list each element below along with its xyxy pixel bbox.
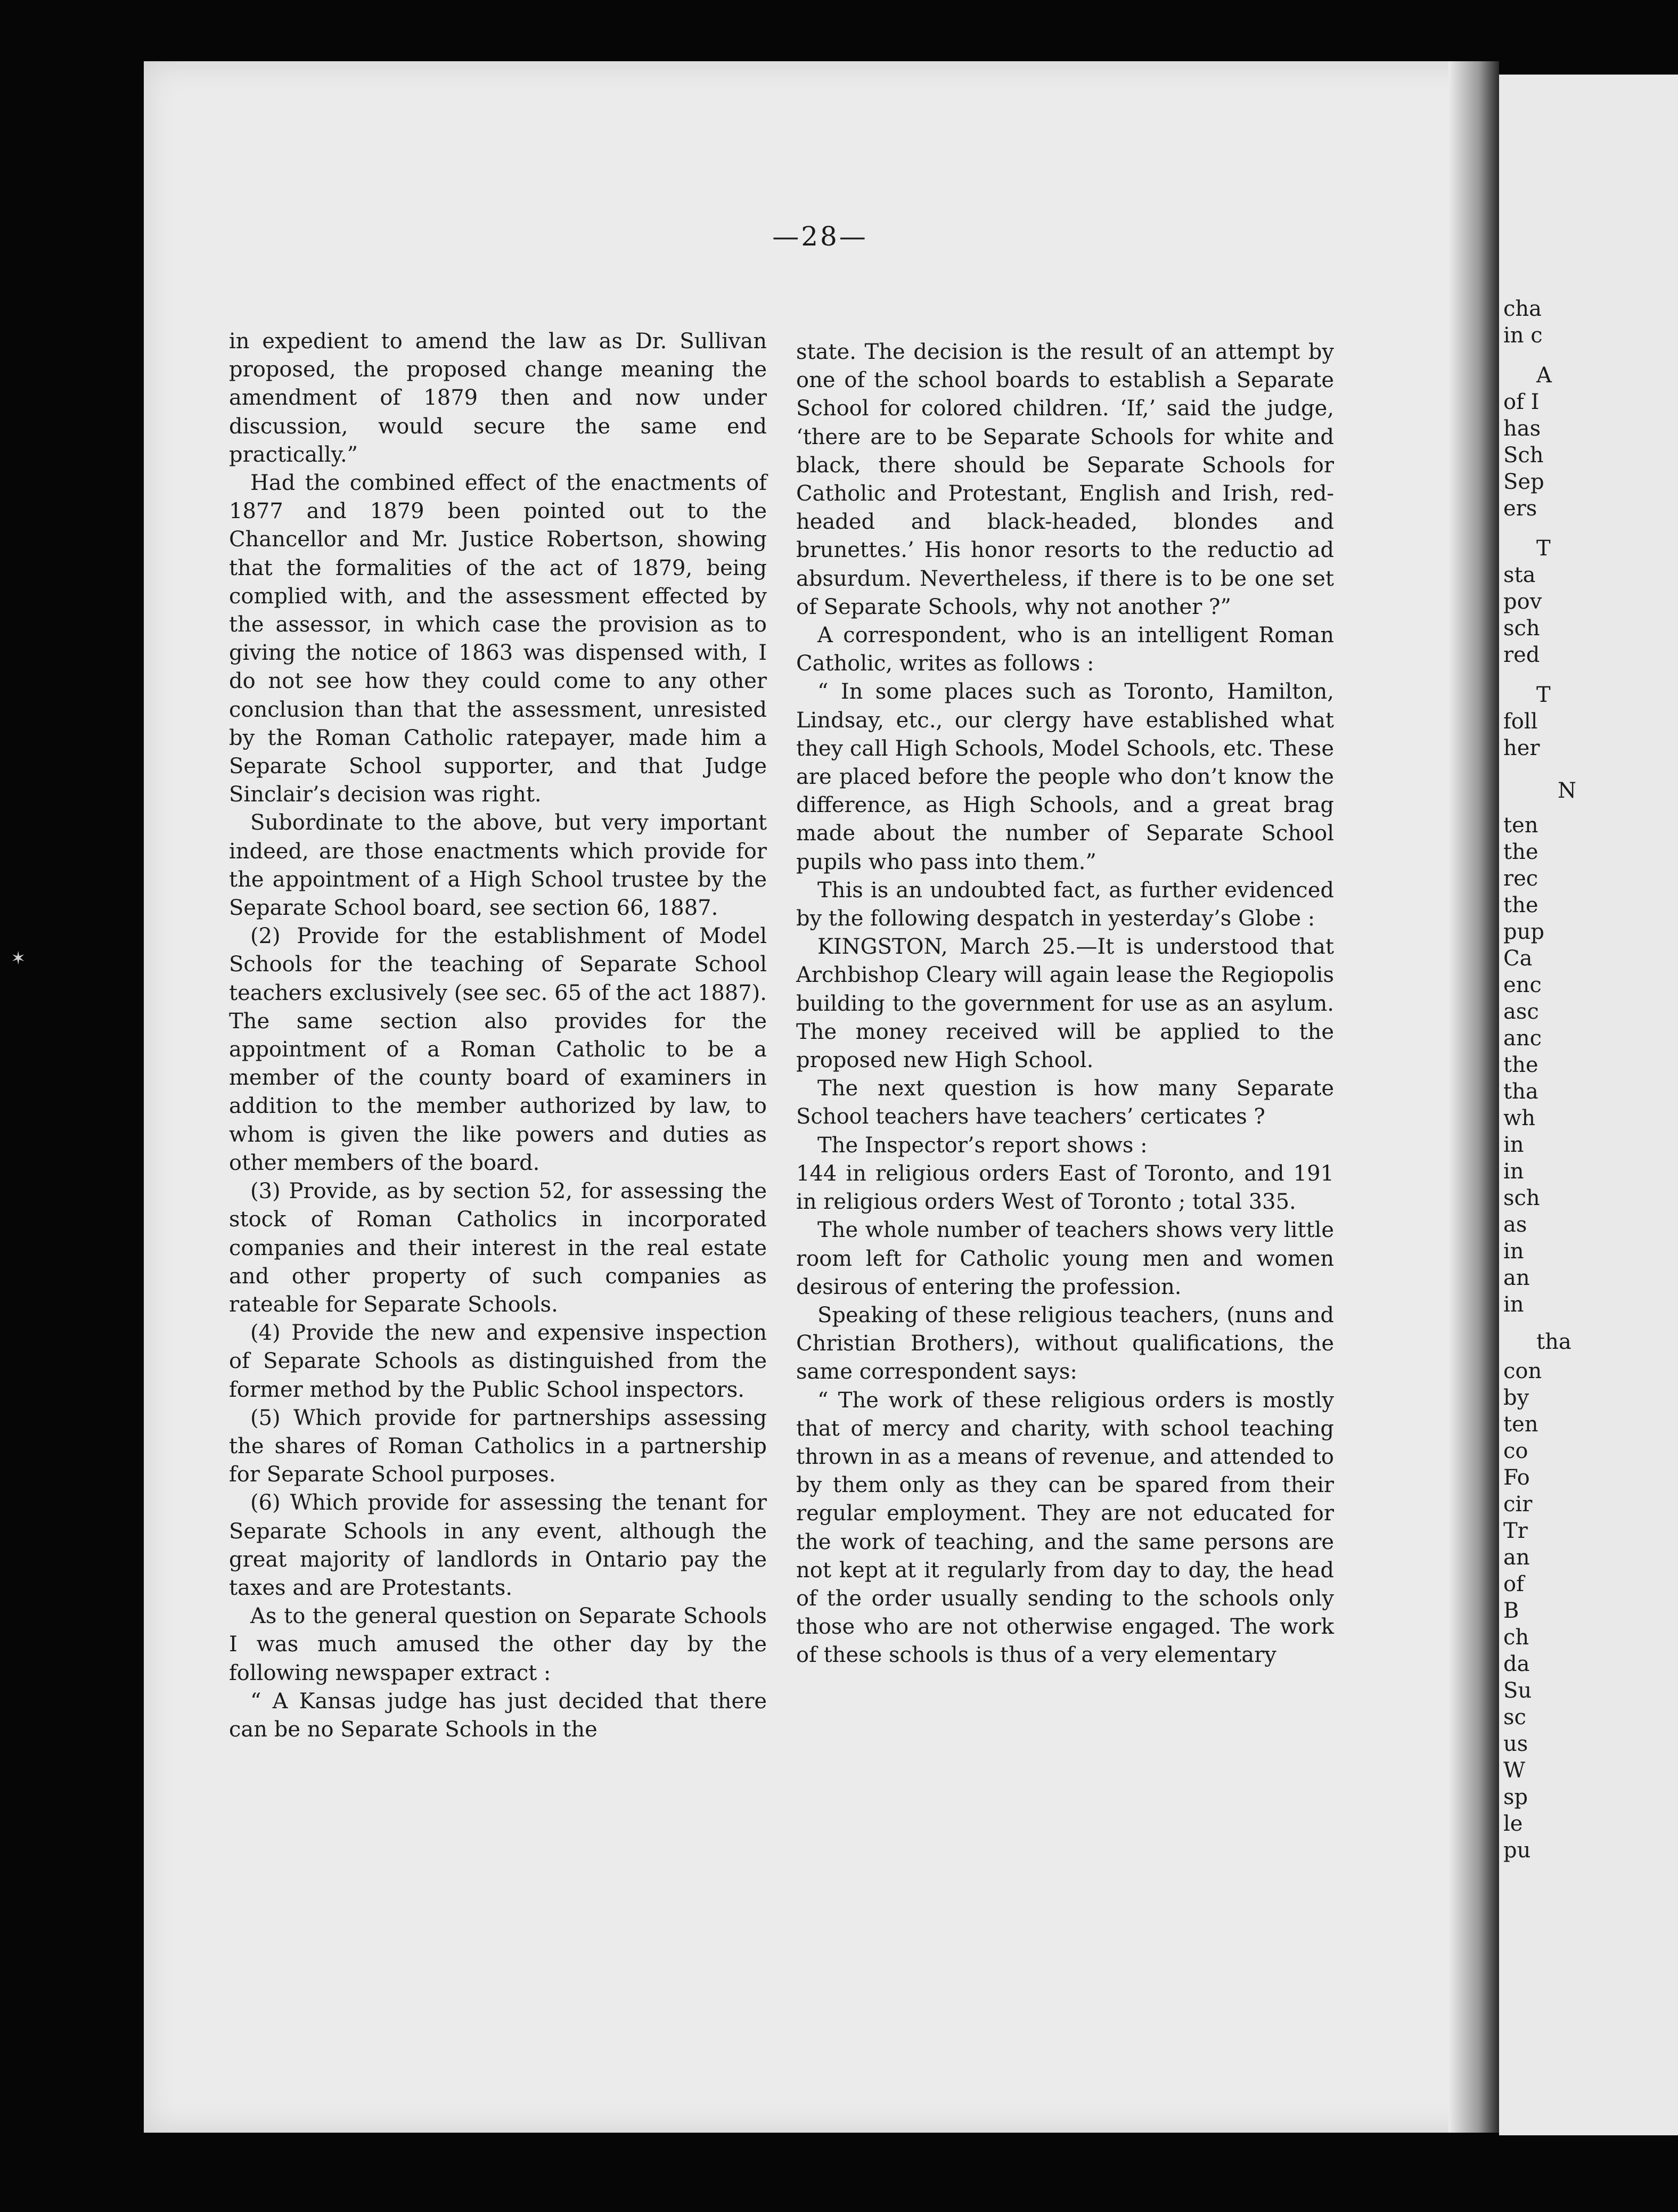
paragraph: The Inspector’s report shows : [817,1133,1148,1158]
facing-page-text-fragment: foll [1503,709,1538,734]
paragraph: (3) Provide, as by section 52, for assessing the stock of Roman Catholics in incorporated companies and their interest in the real estate and other property of such companies as rateable for Separate Schools. [229,1179,767,1317]
paragraph: Speaking of these religious teachers, (nuns and Christian Brothers), without qualifications, the same correspondent says: [796,1302,1334,1384]
facing-page-text-fragment: Ca [1503,946,1533,971]
paragraph: (4) Provide the new and expensive inspection of Separate Schools as distinguished from the former method by the Public School inspectors. [229,1321,767,1402]
facing-page-text-fragment: wh [1503,1106,1535,1130]
facing-page-text-fragment: pov [1503,589,1542,614]
facing-page-text-fragment: cha [1503,297,1542,321]
facing-page [1499,75,1678,2135]
facing-page-text-fragment: cir [1503,1492,1533,1517]
facing-page-text-fragment: N [1558,779,1576,803]
paragraph: “ In some places such as Toronto, Hamilton, Lindsay, etc., our clergy have established what they call High Schools, Model Schools, etc. These are placed before the people who don’t know the difference, as High Schools, and a great brag made about the number of Separate School pupils who pass into them.” [796,679,1334,874]
paragraph: “ The work of these religious orders is mostly that of mercy and charity, with school teaching thrown in as a means of revenue, and attended to by them only as they can be spared from their regular employment. They are not educated for the work of teaching, and the same persons are not kept at it regularly from day to day, the head of the order usually sending to the schools only those who are not otherwise engaged. The work of these schools is thus of a very elementary [796,1388,1334,1668]
facing-page-text-fragment: T [1536,683,1551,707]
paragraph: 144 in religious orders East of Toronto, and 191 in religious orders West of Toronto ; total 335. [796,1161,1334,1215]
scan-speck-icon: ✶ [11,948,26,969]
scanned-page [144,61,1496,2133]
facing-page-text-fragment: in c [1503,323,1543,348]
facing-page-text-fragment: sc [1503,1705,1526,1730]
paragraph: This is an undoubted fact, as further evidenced by the following despatch in yesterday’s Globe : [796,878,1334,931]
facing-page-text-fragment: the [1503,840,1538,864]
facing-page-text-fragment: as [1503,1212,1527,1237]
facing-page-text-fragment: an [1503,1545,1530,1570]
paragraph: “ A Kansas judge has just decided that there can be no Separate Schools in the [229,1689,767,1742]
right-column [796,338,1334,1670]
facing-page-text-fragment: tha [1536,1330,1571,1354]
facing-page-text-fragment: asc [1503,1000,1539,1024]
facing-page-text-fragment: sta [1503,563,1536,587]
paragraph: (5) Which provide for partnerships assessing the shares of Roman Catholics in a partnership for Separate School purposes. [229,1405,767,1487]
left-column [229,327,767,1744]
paragraph: in expedient to amend the law as Dr. Sullivan proposed, the proposed change meaning the amendment of 1879 then and now under discussion, would secure the same end practically.” [229,329,767,467]
facing-page-text-fragment: A [1536,363,1552,388]
facing-page-text-fragment: by [1503,1386,1529,1410]
facing-page-text-fragment: in [1503,1133,1524,1157]
paragraph: (2) Provide for the establishment of Model Schools for the teaching of Separate School teachers exclusively (see sec. 65 of the act 1887). The same section also provides for the appointment of a Roman Catholic to be a member of the county board of examiners in addition to the member authorized by law, to whom is given the like powers and duties as other members of the board. [229,924,767,1175]
facing-page-text-fragment: rec [1503,866,1538,891]
facing-page-text-fragment: Su [1503,1678,1532,1703]
facing-page-text-fragment: pu [1503,1838,1531,1863]
paragraph: Subordinate to the above, but very important indeed, are those enactments which provide for the appointment of a High School trustee by the Separate School board, see section 66, 1887. [229,810,767,921]
facing-page-text-fragment: Sch [1503,443,1544,468]
facing-page-text-fragment: ten [1503,813,1538,838]
facing-page-text-fragment: ch [1503,1625,1529,1650]
facing-page-text-fragment: tha [1503,1079,1538,1104]
paragraph: The next question is how many Separate School teachers have teachers’ certicates ? [796,1076,1334,1129]
facing-page-text-fragment: sch [1503,616,1540,641]
facing-page-text-fragment: an [1503,1266,1530,1290]
facing-page-text-fragment: has [1503,416,1541,441]
facing-page-text-fragment: of [1503,1572,1524,1596]
paragraph: state. The decision is the result of an attempt by one of the school boards to establish a Separate School for colored children. ‘If,’ said the judge, ‘there are to be Separate Schools for white and black, there should be Separate Schools for Catholic and Protestant, English and Irish, red-headed and black-headed, blondes and brunettes.’ His honor resorts to the reductio ad absurdum. Nevertheless, if there is to be one set of Separate Schools, why not another ?” [796,340,1334,619]
facing-page-text-fragment: in [1503,1159,1524,1184]
facing-page-text-fragment: Sep [1503,470,1544,494]
page-number: —28— [772,221,868,252]
paragraph: Had the combined effect of the enactments of 1877 and 1879 been pointed out to the Chancellor and Mr. Justice Robertson, showing that the formalities of the act of 1879, being complied with, and the assessment effected by the assessor, in which case the provision as to giving the notice of 1863 was dispensed with, I do not see how they could come to any other conclusion than that the assessment, unresisted by the Roman Catholic ratepayer, made him a Separate School supporter, and that Judge Sinclair’s decision was right. [229,471,767,807]
page-gutter [1448,61,1499,2133]
facing-page-text-fragment: her [1503,736,1540,760]
facing-page-text-fragment: the [1503,1053,1538,1077]
paragraph: KINGSTON, March 25.—It is understood that Archbishop Cleary will again lease the Regiopolis building to the government for use as an asylum. The money received will be applied to the proposed new High School. [796,935,1334,1073]
facing-page-text-fragment: pup [1503,920,1544,944]
facing-page-text-fragment: le [1503,1812,1523,1836]
facing-page-text-fragment: the [1503,893,1538,917]
facing-page-text-fragment: red [1503,643,1540,667]
facing-page-text-fragment: co [1503,1439,1528,1463]
paragraph: A correspondent, who is an intelligent Roman Catholic, writes as follows : [796,623,1334,676]
facing-page-text-fragment: T [1536,536,1551,561]
facing-page-text-fragment: da [1503,1652,1530,1676]
facing-page-text-fragment: con [1503,1359,1542,1383]
facing-page-text-fragment: of I [1503,390,1540,414]
facing-page-text-fragment: us [1503,1732,1528,1756]
facing-page-text-fragment: Fo [1503,1465,1530,1490]
facing-page-text-fragment: sch [1503,1186,1540,1210]
facing-page-text-fragment: anc [1503,1026,1542,1051]
facing-page-text-fragment: Tr [1503,1519,1528,1543]
facing-page-text-fragment: B [1503,1599,1519,1623]
paragraph: As to the general question on Separate Schools I was much amused the other day by the following newspaper extract : [229,1604,767,1685]
facing-page-text-fragment: sp [1503,1785,1528,1809]
facing-page-text-fragment: ten [1503,1412,1538,1437]
facing-page-text-fragment: W [1503,1758,1526,1783]
facing-page-text-fragment: enc [1503,973,1542,997]
paragraph: (6) Which provide for assessing the tenant for Separate Schools in any event, although the great majority of landlords in Ontario pay the taxes and are Protestants. [229,1490,767,1600]
facing-page-text-fragment: in [1503,1292,1524,1317]
facing-page-text-fragment: ers [1503,496,1537,521]
paragraph: The whole number of teachers shows very little room left for Catholic young men and women desirous of entering the profession. [796,1218,1334,1299]
facing-page-text-fragment: in [1503,1239,1524,1264]
